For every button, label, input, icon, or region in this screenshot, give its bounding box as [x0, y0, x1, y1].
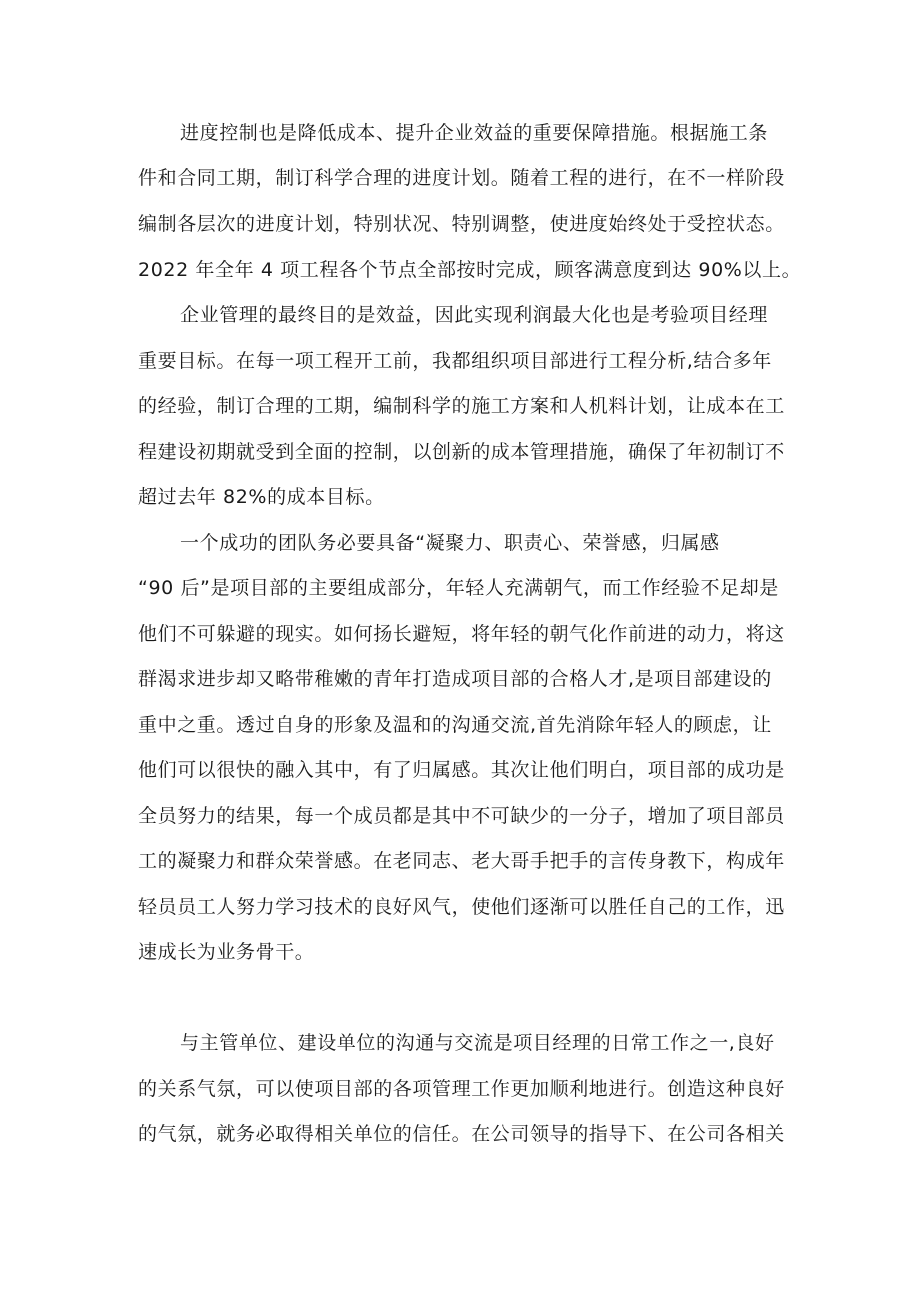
paragraph-3-line-3: 他们不可躲避的现实。如何扬长避短，将年轻的朝气化作前进的动力，将这 — [138, 623, 785, 645]
paragraph-3-line-2: “90 后”是项目部的主要组成部分，年轻人充满朝气，而工作经验不足却是 — [138, 577, 779, 599]
paragraph-2-line-1: 企业管理的最终目的是效益，因此实现利润最大化也是考验项目经理 — [180, 304, 769, 326]
paragraph-3-line-6: 他们可以很快的融入其中，有了归属感。其次让他们明白，项目部的成功是 — [138, 759, 785, 781]
paragraph-3-line-9: 轻员员工人努力学习技术的良好风气，使他们逐渐可以胜任自己的工作，迅 — [138, 896, 785, 918]
paragraph-2-line-5: 超过去年 82%的成本目标。 — [138, 486, 385, 508]
paragraph-3-line-8: 工的凝聚力和群众荣誉感。在老同志、老大哥手把手的言传身教下，构成年 — [138, 850, 785, 872]
paragraph-4-line-3: 的气氛，就务必取得相关单位的信任。在公司领导的指导下、在公司各相关 — [138, 1123, 785, 1145]
paragraph-2-line-2: 重要目标。在每一项工程开工前，我都组织项目部进行工程分析,结合多年 — [138, 350, 772, 372]
paragraph-3-line-7: 全员努力的结果，每一个成员都是其中不可缺少的一分子，增加了项目部员 — [138, 805, 785, 827]
paragraph-1-line-1: 进度控制也是降低成本、提升企业效益的重要保障措施。根据施工条 — [180, 122, 769, 144]
paragraph-2-line-4: 程建设初期就受到全面的控制，以创新的成本管理措施，确保了年初制订不 — [138, 441, 785, 463]
paragraph-3-line-10: 速成长为业务骨干。 — [138, 941, 315, 963]
paragraph-4-line-2: 的关系气氛，可以使项目部的各项管理工作更加顺利地进行。创造这种良好 — [138, 1078, 785, 1100]
paragraph-3-line-4: 群渴求进步却又略带稚嫩的青年打造成项目部的合格人才,是项目部建设的 — [138, 668, 772, 690]
paragraph-4-line-1: 与主管单位、建设单位的沟通与交流是项目经理的日常工作之一,良好 — [180, 1032, 775, 1054]
paragraph-1-line-4: 2022 年全年 4 项工程各个节点全部按时完成，顾客满意度到达 90%以上。 — [138, 259, 802, 281]
paragraph-3-line-5: 重中之重。透过自身的形象及温和的沟通交流,首先消除年轻人的顾虑，让 — [138, 714, 772, 736]
paragraph-1-line-2: 件和合同工期，制订科学合理的进度计划。随着工程的进行，在不一样阶段 — [138, 167, 785, 189]
paragraph-2-line-3: 的经验，制订合理的工期，编制科学的施工方案和人机料计划，让成本在工 — [138, 395, 785, 417]
paragraph-1-line-3: 编制各层次的进度计划，特别状况、特别调整，使进度始终处于受控状态。 — [138, 213, 785, 235]
paragraph-3-line-1: 一个成功的团队务必要具备“凝聚力、职责心、荣誉感，归属感 — [180, 532, 720, 554]
